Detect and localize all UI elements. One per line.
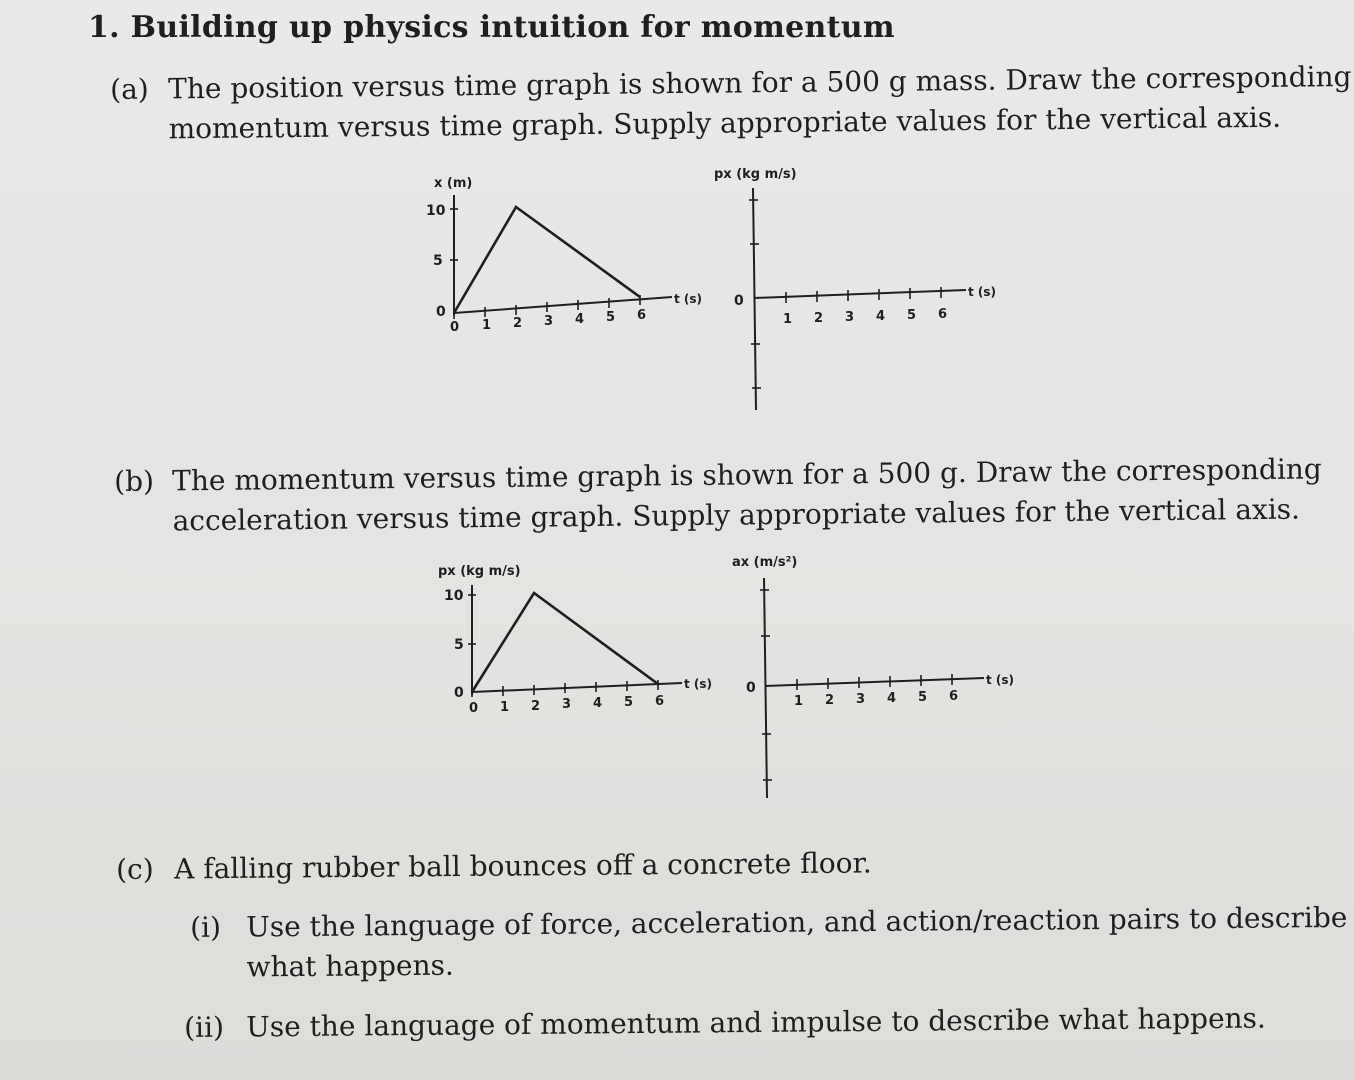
graph-a-momentum-ylabel: px (kg m/s) xyxy=(714,167,797,182)
graph-b-acceleration-x-axis xyxy=(765,678,984,686)
graph-a-position-xtick: 5 xyxy=(606,310,616,325)
graph-a-momentum-xtick: 4 xyxy=(876,309,886,324)
graph-b-acceleration-xtick: 3 xyxy=(856,692,866,707)
graph-b-momentum-xtick: 5 xyxy=(624,695,634,710)
graph-a-momentum-answer xyxy=(700,160,1020,420)
part-a-line1: The position versus time graph is shown for a 500 g mass. Draw the corresponding xyxy=(168,60,1352,106)
part-c-item-i xyxy=(190,898,1348,988)
graph-a-momentum-xtick: 2 xyxy=(814,311,824,326)
graph-a-momentum-xtick: 5 xyxy=(907,308,917,323)
graph-b-acceleration-xtick: 4 xyxy=(887,691,897,706)
graph-b-acceleration-xtick: 1 xyxy=(794,694,804,709)
graph-a-position-ytick: 0 xyxy=(436,304,446,320)
graph-a-position-xtick: 2 xyxy=(513,316,523,331)
part-c-text: A falling rubber ball bounces off a concrete floor. xyxy=(174,846,872,886)
graph-b-momentum-xtick: 6 xyxy=(655,694,665,709)
graph-b-momentum-xtick: 3 xyxy=(562,697,572,712)
part-b-label: (b) xyxy=(114,464,155,498)
graph-b-momentum-xtick: 0 xyxy=(469,701,479,716)
problem-number: 1. xyxy=(88,10,120,45)
graph-b-acceleration-answer xyxy=(720,548,1040,808)
graph-a-position-xtick: 6 xyxy=(637,308,647,323)
problem-title xyxy=(88,10,895,45)
part-c-item-i-line1: Use the language of force, acceleration, and action/reaction pairs to describe xyxy=(246,900,1348,944)
graph-b-momentum-curve xyxy=(472,593,658,692)
graph-b-momentum-ytick: 10 xyxy=(444,588,464,604)
part-b-prompt xyxy=(114,449,1322,542)
graph-b-acceleration-ylabel: ax (m/s²) xyxy=(732,555,798,570)
graph-a-position-xtick: 1 xyxy=(482,318,492,333)
graph-a-momentum-y-axis xyxy=(753,188,756,410)
graph-a-position-ytick: 5 xyxy=(433,253,443,269)
graph-a-position-ylabel: x (m) xyxy=(434,176,473,191)
graph-a-position-xlabel: t (s) xyxy=(674,292,703,306)
graph-b-momentum-xtick: 1 xyxy=(500,700,510,715)
part-a-line2: momentum versus time graph. Supply appropriate values for the vertical axis. xyxy=(168,100,1282,146)
problem-heading: Building up physics intuition for momentum xyxy=(130,10,895,45)
part-a-prompt xyxy=(110,57,1352,150)
graph-a-momentum-xtick: 1 xyxy=(783,312,793,327)
graph-b-momentum-xtick: 4 xyxy=(593,696,603,711)
part-c-label: (c) xyxy=(116,852,154,886)
part-a-label: (a) xyxy=(110,72,149,106)
graph-b-momentum-xlabel: t (s) xyxy=(684,677,713,691)
graph-a-momentum-xlabel: t (s) xyxy=(968,285,997,299)
graph-a-momentum-xtick: 6 xyxy=(938,307,948,322)
part-b-line1: The momentum versus time graph is shown for a 500 g. Draw the corresponding xyxy=(172,452,1322,498)
graph-a-position-xtick: 3 xyxy=(544,314,554,329)
part-b-line2: acceleration versus time graph. Supply appropriate values for the vertical axis. xyxy=(172,492,1301,538)
part-c-prompt xyxy=(116,843,872,890)
part-c-item-i-line2: what happens. xyxy=(246,948,454,984)
part-c-item-ii-label: (ii) xyxy=(184,1010,225,1044)
graph-b-momentum-xtick: 2 xyxy=(531,699,541,714)
graph-b-momentum xyxy=(436,555,736,725)
graph-b-acceleration-xtick: 5 xyxy=(918,690,928,705)
graph-b-acceleration-y-axis xyxy=(764,578,767,798)
graph-a-position-xtick: 0 xyxy=(450,320,460,335)
graph-a-momentum-zero: 0 xyxy=(734,293,744,309)
graph-b-momentum-ylabel: px (kg m/s) xyxy=(438,564,521,579)
graph-b-momentum-ytick: 0 xyxy=(454,685,464,701)
graph-a-position xyxy=(420,165,710,345)
graph-b-acceleration-xtick: 2 xyxy=(825,693,835,708)
graph-a-position-ytick: 10 xyxy=(426,203,446,219)
graph-b-acceleration-zero: 0 xyxy=(746,680,756,696)
graph-a-position-curve xyxy=(454,207,640,313)
part-c-item-ii xyxy=(184,999,1266,1048)
part-c-item-i-label: (i) xyxy=(190,910,222,944)
part-c-item-ii-line1: Use the language of momentum and impulse to describe what happens. xyxy=(246,1001,1267,1044)
graph-a-momentum-xtick: 3 xyxy=(845,310,855,325)
graph-a-position-xtick: 4 xyxy=(575,312,585,327)
graph-b-acceleration-xlabel: t (s) xyxy=(986,673,1015,687)
graph-b-momentum-ytick: 5 xyxy=(454,637,464,653)
graph-b-acceleration-xtick: 6 xyxy=(949,689,959,704)
